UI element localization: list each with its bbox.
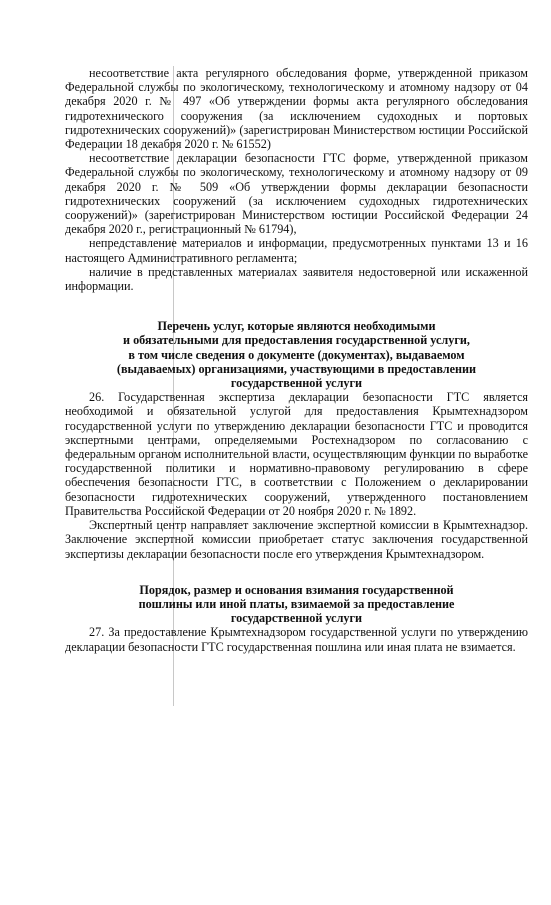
heading-line: государственной услуги <box>230 376 363 391</box>
paragraph: непредставление материалов и информации, предусмотренных пунктами 13 и 16 настоящего Административного регламента; <box>65 236 528 265</box>
paragraph: наличие в представленных материалах заявителя недостоверной или искаженной информации. <box>65 264 528 294</box>
document-page <box>65 66 528 654</box>
heading-line: Порядок, размер и основания взимания государственной <box>139 582 454 597</box>
heading-line: (выдаваемых) организациями, участвующими в предоставлении <box>116 361 477 376</box>
section-heading <box>65 583 528 626</box>
heading-line: в том числе сведения о документе (документах), выдаваемом <box>128 347 465 362</box>
paragraph: 27. За предоставление Крымтехнадзором государственной услуги по утверждению декларации безопасности ГТС государственная пошлина или иная плата не взимается. <box>65 625 528 654</box>
section-heading <box>65 319 528 390</box>
paragraph: несоответствие декларации безопасности ГТС форме, утвержденной приказом Федеральной службы по экологическому, технологическому и атомному надзору от 09 декабря 2020 г. № 509 «Об утверждении формы декларации безопасности гидротехнических сооружений (за исключением судоходных гидротехнических сооружений)» (зарегистрирован Министерством юстиции Российской Федерации 24 декабря 2020 г., регистрационный № 61794), <box>65 151 528 237</box>
heading-line: и обязательными для предоставления государственной услуги, <box>123 333 470 348</box>
paragraph: несоответствие акта регулярного обследования форме, утвержденной приказом Федеральной службы по экологическому, технологическому и атомному надзору от 04 декабря 2020 г. № 497 «Об утверждении формы акта регулярного обследования гидротехнического сооружения (за исключением судоходных и портовых гидротехнических сооружений)» (зарегистрирован Министерством юстиции Российской Федерации 18 декабря 2020 г. № 61552) <box>65 66 528 152</box>
paragraph: Экспертный центр направляет заключение экспертной комиссии в Крымтехнадзор. Заключение экспертной комиссии приобретает статус заключения государственной экспертизы декларации безопасности после его утверждения Крымтехнадзором. <box>65 518 528 561</box>
paragraph: 26. Государственная экспертиза декларации безопасности ГТС является необходимой и обязательной услугой для предоставления Крымтехнадзором государственной услуги по утверждению декларации безопасности ГТС и проводится экспертными центрами, определяемыми Ростехнадзором по согласованию с федеральным органом исполнительной власти, осуществляющим функции по выработке государственной политики и нормативно-правовому регулированию в сфере обеспечения безопасности ГТС, в соответствии с Положением о декларировании безопасности гидротехнических сооружений, утвержденного постановлением Правительства Российской Федерации от 20 ноября 2020 г. № 1892. <box>65 390 528 518</box>
heading-line: Перечень услуг, которые являются необходимыми <box>157 319 436 334</box>
heading-line: пошлины или иной платы, взимаемой за предоставление <box>138 596 455 611</box>
heading-line: государственной услуги <box>230 611 363 626</box>
